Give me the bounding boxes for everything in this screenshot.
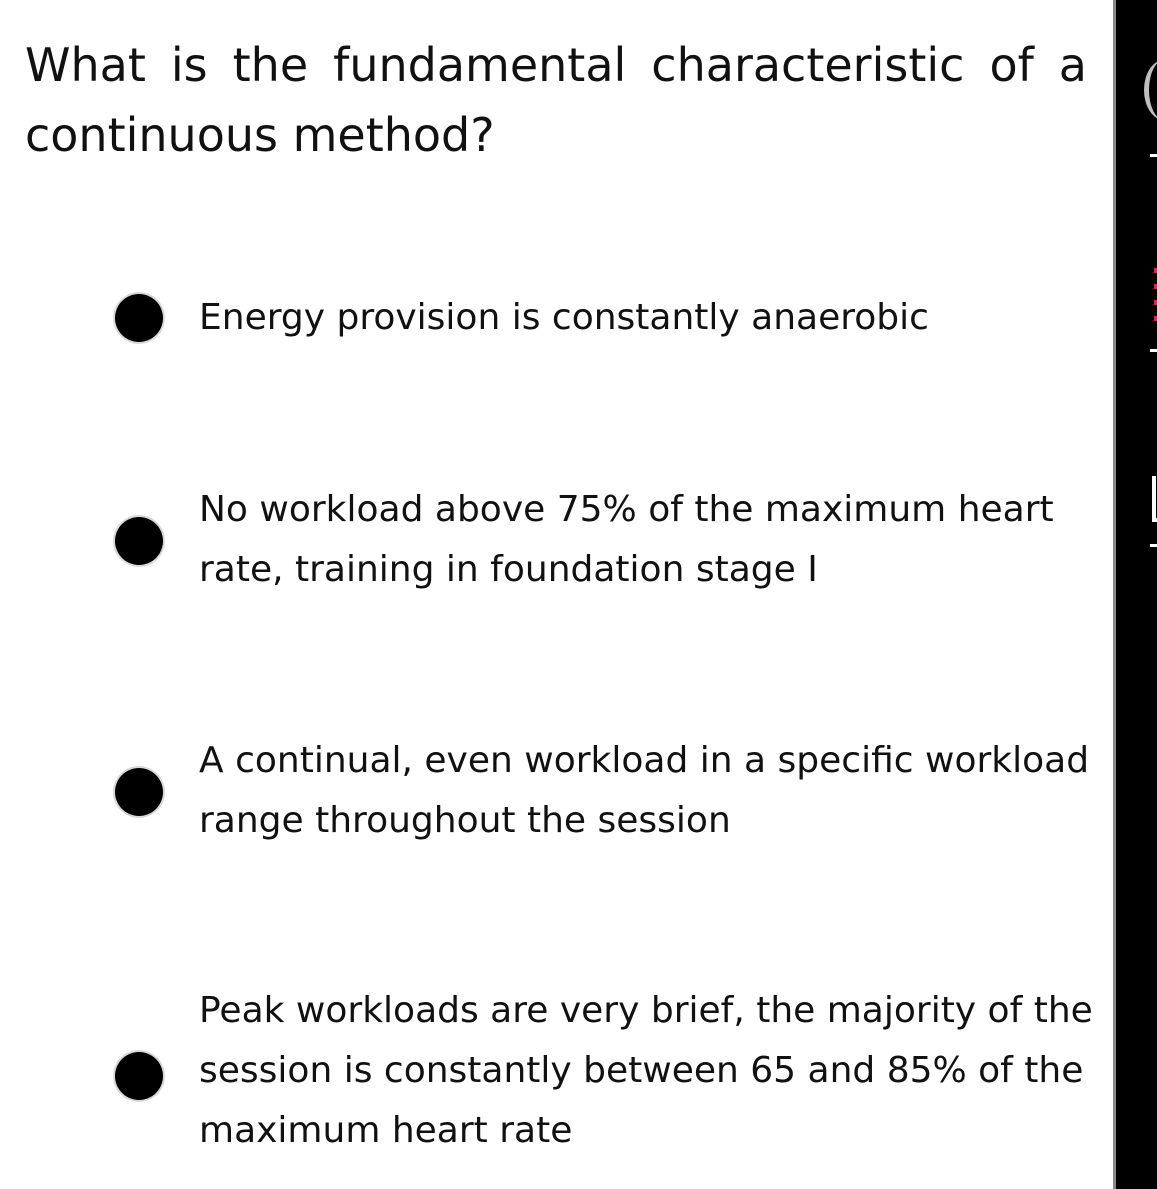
side-panel: [1113, 0, 1157, 1189]
refresh-icon: [1144, 60, 1157, 120]
radio-button-icon[interactable]: [115, 294, 163, 342]
answer-option-1[interactable]: [0, 280, 1110, 360]
bracket-icon: [1152, 476, 1157, 522]
answer-option-2[interactable]: [0, 480, 1110, 605]
answer-option-4[interactable]: [0, 981, 1110, 1166]
side-divider: [1150, 154, 1157, 157]
side-divider: [1150, 349, 1157, 352]
answer-option-3[interactable]: [0, 731, 1110, 856]
answer-option-label: A continual, even workload in a specific workload range throughout the session: [199, 740, 1090, 841]
answer-option-label: Peak workloads are very brief, the majority of the session is constantly between 65 and 85% of the maximum heart rate: [199, 990, 1093, 1151]
radio-button-icon[interactable]: [115, 517, 163, 565]
radio-button-icon[interactable]: [115, 768, 163, 816]
question-text: What is the fundamental characteristic of a continuous method?: [25, 38, 1087, 162]
answer-option-label: No workload above 75% of the maximum heart rate, training in foundation stage I: [199, 489, 1054, 590]
answer-option-label: Energy provision is constantly anaerobic: [199, 297, 929, 338]
side-divider: [1150, 544, 1157, 547]
radio-button-icon[interactable]: [115, 1052, 163, 1100]
